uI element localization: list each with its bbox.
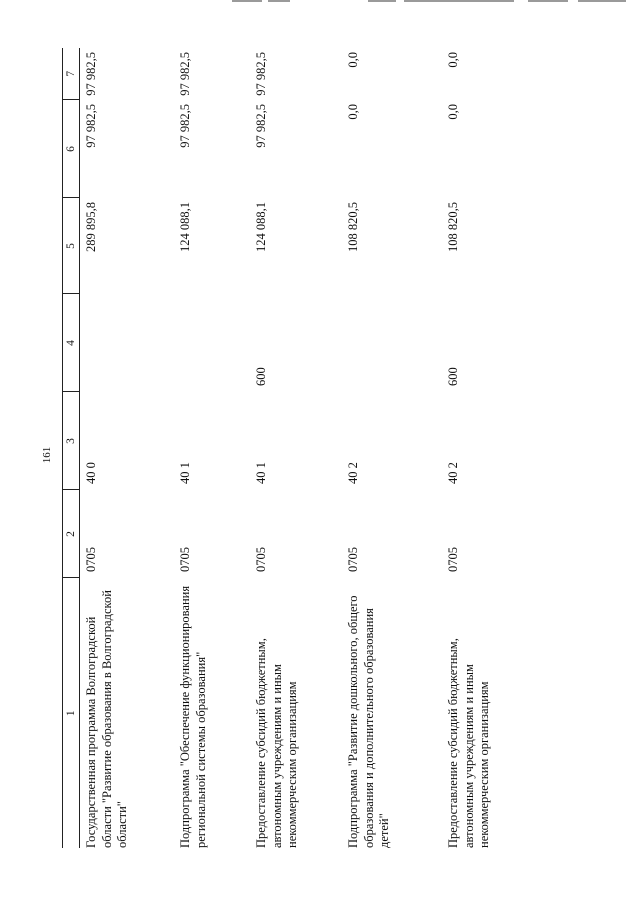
row-col6: 0,0 [346, 104, 360, 120]
row-section: 0705 [84, 547, 98, 572]
header-col-4: 4 [63, 294, 80, 392]
row-expense-type [342, 294, 442, 392]
scan-edge-artifacts [0, 0, 640, 3]
table-row [250, 48, 342, 848]
header-col-6: 6 [63, 100, 80, 198]
header-col-1: 1 [63, 578, 80, 848]
header-col-5: 5 [63, 198, 80, 294]
budget-table [62, 48, 542, 848]
row-col6: 0,0 [446, 104, 460, 120]
row-col6: 97 982,5 [84, 104, 98, 148]
row-col6: 97 982,5 [178, 104, 192, 148]
row-col5: 289 895,8 [84, 202, 98, 252]
row-name: Предоставление субсидий бюджетным, автономным учреждениям и иным некоммерческим организациям [254, 638, 299, 848]
table-row [80, 48, 175, 848]
row-name: Подпрограмма "Развитие дошкольного, общего образования и дополнительного образования детей" [346, 595, 391, 848]
row-col7: 0,0 [446, 52, 460, 68]
row-col5: 124 088,1 [178, 202, 192, 252]
row-name: Предоставление субсидий бюджетным, автономным учреждениям и иным некоммерческим организациям [446, 638, 491, 848]
table-row [174, 48, 250, 848]
row-section: 0705 [178, 547, 192, 572]
row-section: 0705 [346, 547, 360, 572]
row-expense-type: 600 [254, 367, 268, 386]
row-expense-type [174, 294, 250, 392]
row-expense-type: 600 [446, 367, 460, 386]
row-col5: 108 820,5 [346, 202, 360, 252]
row-col7: 97 982,5 [84, 52, 98, 96]
row-section: 0705 [254, 547, 268, 572]
row-name: Государственная программа Волгоградской области "Развитие образования в Волгоградской области" [84, 590, 129, 848]
row-col5: 124 088,1 [254, 202, 268, 252]
row-section: 0705 [446, 547, 460, 572]
page-number: 161 [41, 446, 53, 464]
row-target: 40 1 [254, 462, 268, 484]
row-col7: 0,0 [346, 52, 360, 68]
header-col-7: 7 [63, 48, 80, 100]
row-col5: 108 820,5 [446, 202, 460, 252]
rotated-table-container [62, 48, 582, 848]
row-target: 40 1 [178, 462, 192, 484]
row-name: Подпрограмма "Обеспечение функционирования региональной системы образования" [178, 585, 208, 848]
row-col7: 97 982,5 [178, 52, 192, 96]
row-target: 40 0 [84, 462, 98, 484]
row-expense-type [80, 294, 175, 392]
table-row [342, 48, 442, 848]
header-col-3: 3 [63, 392, 80, 490]
row-col6: 97 982,5 [254, 104, 268, 148]
table-row [442, 48, 542, 848]
header-col-2: 2 [63, 490, 80, 578]
row-col7: 97 982,5 [254, 52, 268, 96]
header-row [63, 48, 80, 848]
row-target: 40 2 [346, 462, 360, 484]
row-target: 40 2 [446, 462, 460, 484]
